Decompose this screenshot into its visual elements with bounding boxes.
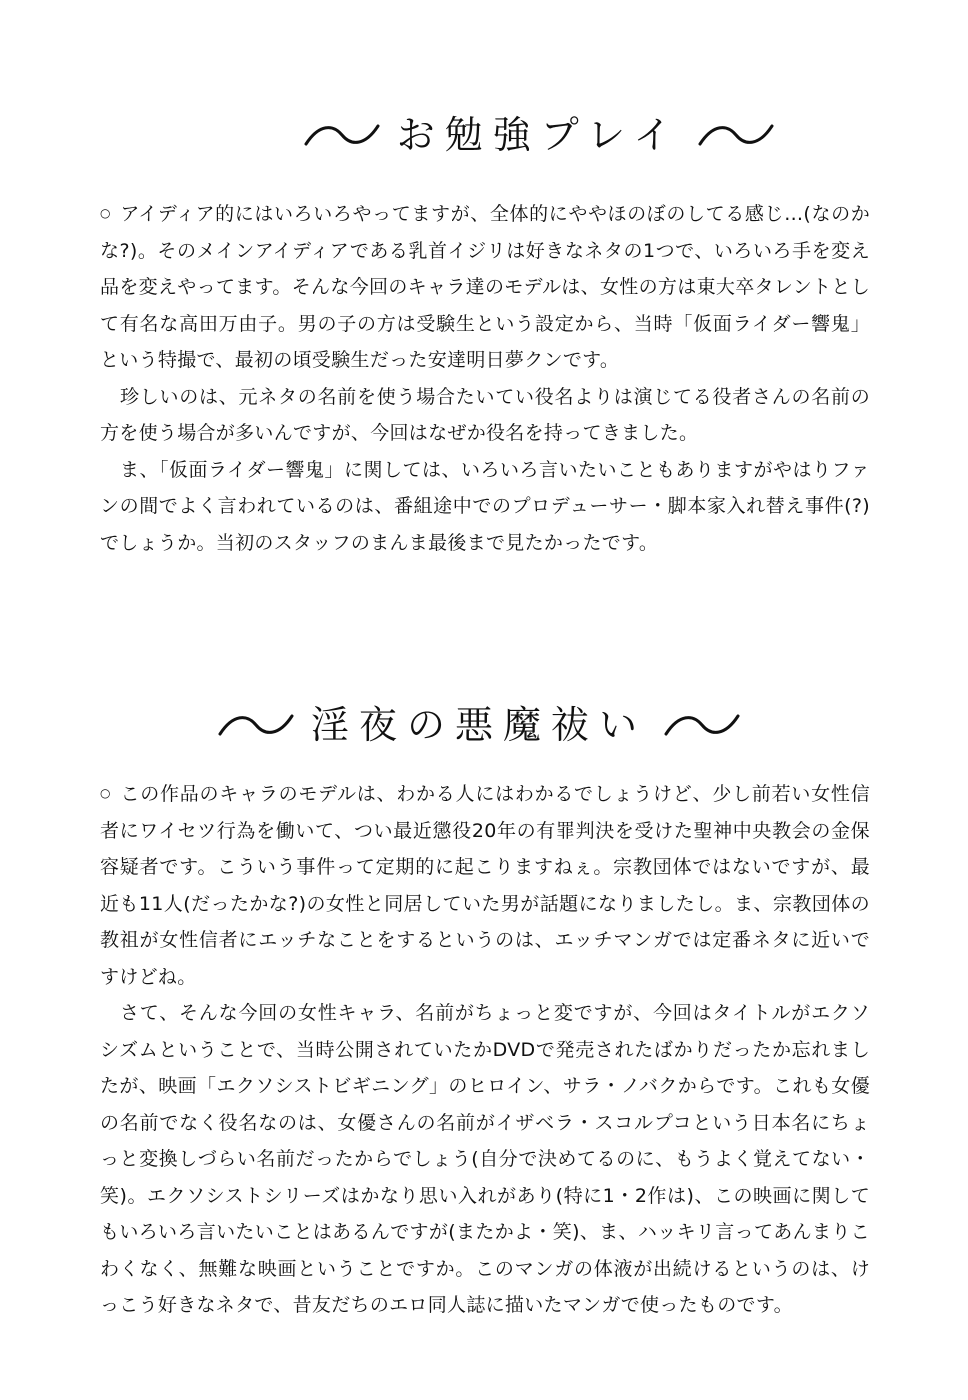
paragraph-text: ま、「仮面ライダー響鬼」に関しては、いろいろ言いたいこともありますがやはりファンの間でよく言われているのは、番組途中でのプロデューサー・脚本家入れ替え事件(?)でしょうか。当初のスタッフのまんま最後まで見たかったです。 — [100, 458, 870, 554]
paragraph-text: さて、そんな今回の女性キャラ、名前がちょっと変ですが、今回はタイトルがエクソシズムということで、当時公開されていたかDVDで発売されたばかりだったか忘れましたが、映画「エクソシストビギニング」のヒロイン、サラ・ノバクからです。これも女優の名前でなく役名なのは、女優さんの名前がイザベラ・スコルプコという日本名にちょっと変換しづらい名前だったからでしょう(自分で決めてるのに、もうよく覚えてない・笑)。エクソシストシリーズはかなり思い入れがあり(特に1・2作は)、この映画に関してもいろいろ言いたいことはあるんですが(またかよ・笑)、ま、ハッキリ言ってあんまりこわくなく、無難な映画ということですか。このマンガの体液が出続けるというのは、けっこう好きなネタで、昔友だちのエロ同人誌に描いたマンガで使ったものです。 — [100, 1002, 870, 1316]
bullet-circle-icon: ○ — [100, 786, 111, 800]
section-title: 淫夜の悪魔祓い — [310, 703, 647, 747]
section-body — [100, 195, 870, 561]
section-heading — [0, 690, 968, 760]
wave-dash-right-icon — [663, 710, 741, 740]
paragraph — [100, 195, 870, 379]
section-body — [100, 775, 870, 1324]
section-study-play — [0, 100, 968, 554]
paragraph — [100, 452, 870, 562]
paragraph-text: この作品のキャラのモデルは、わかる人にはわかるでしょうけど、少し前若い女性信者にワイセツ行為を働いて、つい最近懲役20年の有罪判決を受けた聖神中央教会の金保容疑者です。こういう事件って定期的に起こりますねぇ。宗教団体ではないですが、最近も11人(だったかな?)の女性と同居していた男が話題になりましたし。ま、宗教団体の教祖が女性信者にエッチなことをするというのは、エッチマンガでは定番ネタに近いですけどね。 — [100, 783, 870, 988]
wave-dash-left-icon — [303, 120, 381, 150]
section-heading — [110, 100, 968, 170]
section-exorcism — [0, 690, 968, 1316]
paragraph — [100, 995, 870, 1324]
paragraph-text: アイディア的にはいろいろやってますが、全体的にややほのぼのしてる感じ…(なのかな?)。そのメインアイディアである乳首イジリは好きなネタの1つで、いろいろ手を変え品を変えやってます。そんな今回のキャラ達のモデルは、女性の方は東大卒タレントとして有名な高田万由子。男の子の方は受験生という設定から、当時「仮面ライダー響鬼」という特撮で、最初の頃受験生だった安達明日夢クンです。 — [100, 203, 870, 371]
paragraph — [100, 379, 870, 452]
paragraph-text: 珍しいのは、元ネタの名前を使う場合たいてい役名よりは演じてる役者さんの名前の方を使う場合が多いんですが、今回はなぜか役名を持ってきました。 — [100, 385, 870, 444]
bullet-circle-icon: ○ — [100, 206, 111, 220]
section-title: お勉強プレイ — [396, 113, 682, 157]
wave-dash-right-icon — [697, 120, 775, 150]
wave-dash-left-icon — [217, 710, 295, 740]
paragraph — [100, 775, 870, 995]
